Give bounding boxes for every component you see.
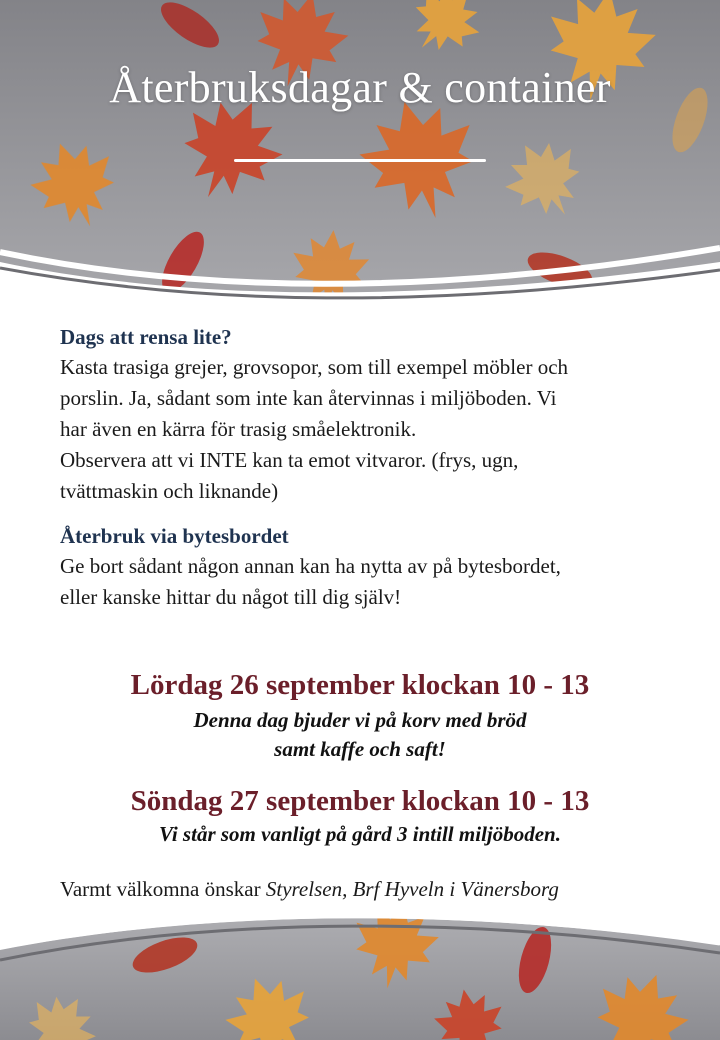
header-banner	[0, 0, 720, 315]
main-content	[60, 322, 690, 613]
text-line: har även en kärra för trasig småelektronik.	[60, 417, 417, 441]
section-text	[60, 551, 690, 613]
signoff	[60, 874, 700, 904]
signoff-text: Varmt välkomna önskar	[60, 877, 266, 901]
signature: Styrelsen, Brf Hyveln i Vänersborg	[265, 877, 559, 901]
text-line: porslin. Ja, sådant som inte kan återvinnas i miljöboden. Vi	[60, 386, 557, 410]
event-sunday	[0, 784, 720, 849]
section-heading: Återbruk via bytesbordet	[60, 524, 289, 548]
section-heading: Dags att rensa lite?	[60, 325, 232, 349]
page-title: Återbruksdagar & container	[109, 63, 611, 112]
section-text	[60, 352, 690, 507]
autumn-leaves-background	[0, 905, 720, 1040]
text-line: Ge bort sådant någon annan kan ha nytta av på bytesbordet,	[60, 554, 561, 578]
event-note: Vi står som vanligt på gård 3 intill miljöboden.	[159, 822, 561, 846]
event-saturday	[0, 668, 720, 764]
text-line: Kasta trasiga grejer, grovsopor, som till exempel möbler och	[60, 355, 569, 379]
footer-banner	[0, 905, 720, 1040]
event-date: Lördag 26 september klockan 10 - 13	[130, 669, 590, 701]
text-line: eller kanske hittar du något till dig själv!	[60, 585, 402, 609]
event-note: samt kaffe och saft!	[274, 737, 446, 761]
text-line: Observera att vi INTE kan ta emot vitvaror. (frys, ugn,	[60, 448, 519, 472]
event-note: Denna dag bjuder vi på korv med bröd	[193, 708, 527, 732]
text-line: tvättmaskin och liknande)	[60, 479, 279, 503]
event-date: Söndag 27 september klockan 10 - 13	[130, 785, 590, 817]
autumn-leaves-background	[0, 0, 720, 315]
title-underline	[234, 159, 486, 162]
